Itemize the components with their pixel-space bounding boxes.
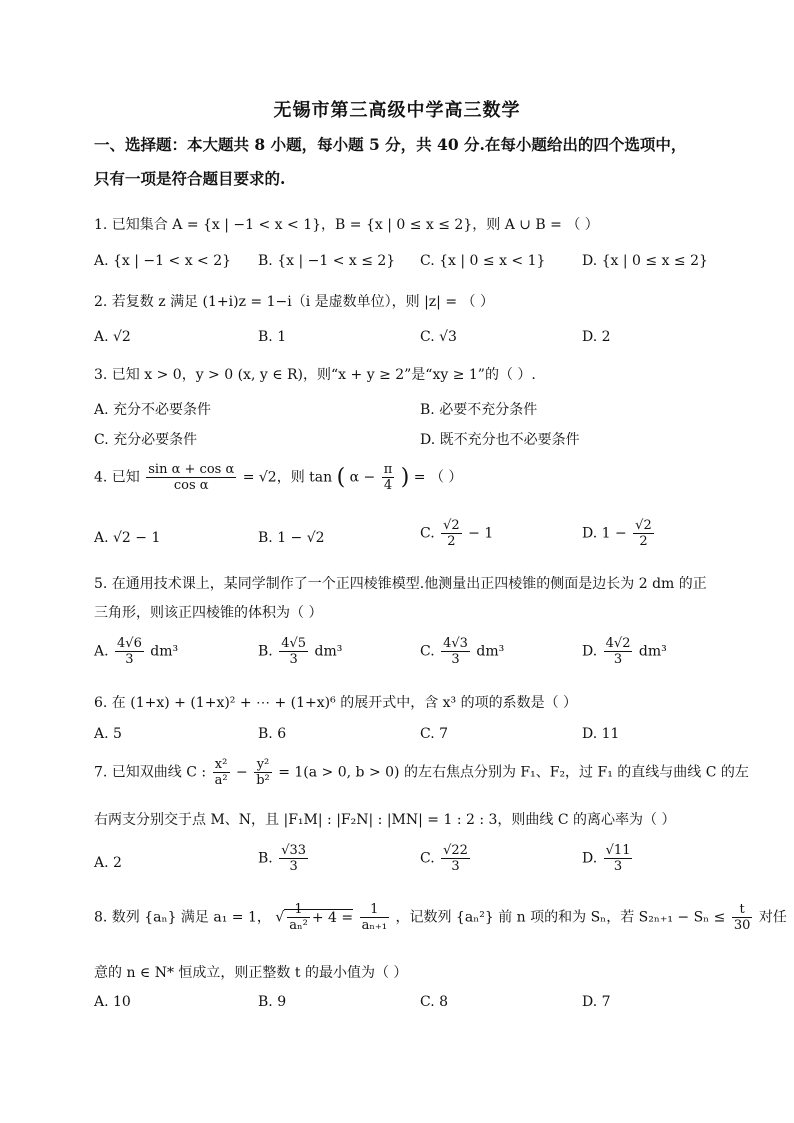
q7-option-d-numerator: √11 [605,843,631,858]
question-5-option-a[interactable] [94,636,178,667]
question-1-option-c[interactable]: C. {x | 0 ≤ x < 1} [420,253,546,269]
q7-option-d-denominator: 3 [613,859,623,874]
question-1-stem: 1. 已知集合 A = {x | −1 < x < 1}，B = {x | 0 ≤ x ≤ 2}，则 A ∪ B = （ ） [94,217,599,233]
question-8-option-a[interactable]: A. 10 [94,994,131,1010]
question-4-stem [94,462,704,493]
q5-option-d-fraction [604,636,633,667]
section-heading-line1: 一、选择题：本大题共 8 小题，每小题 5 分，共 40 分.在每小题给出的四个选项中， [94,135,687,154]
question-6-option-c[interactable]: C. 7 [420,726,449,742]
q7-option-b-numerator: √33 [281,843,307,858]
q5-option-c-unit: dm³ [476,643,505,660]
q5-option-b-denominator: 3 [289,652,298,667]
question-3-option-b[interactable]: B. 必要不充分条件 [420,402,538,418]
question-6-option-b[interactable]: B. 6 [258,726,287,742]
question-6-stem: 6. 在 (1+x) + (1+x)² + ⋯ + (1+x)⁶ 的展开式中，含 x³ 的项的系数是（ ） [94,695,578,711]
question-3-option-d[interactable]: D. 既不充分也不必要条件 [420,432,580,448]
question-8-stem-line1 [94,902,787,933]
q7-minus: − [236,764,248,781]
q4-fraction-denominator: cos α [173,478,209,493]
q8-rhs-fraction [360,902,389,933]
question-2-option-d[interactable]: D. 2 [582,329,611,345]
section-heading-line2: 只有一项是符合题目要求的. [94,169,286,188]
q8-t-numerator: t [732,902,753,918]
q4-left-paren: ( [336,465,346,490]
question-7-option-d[interactable] [582,843,634,874]
question-6-option-d[interactable]: D. 11 [582,726,620,742]
q7-x-numerator: x² [213,757,230,773]
q4-stem-suffix: = （ ） [413,469,463,486]
q7-option-c-fraction [441,843,470,874]
q4-pi-numerator: π [383,462,393,477]
q7-y-numerator: y² [254,757,272,773]
q4-option-d-denominator: 2 [639,534,648,549]
q4-option-c-numerator: √2 [443,518,460,533]
q5-option-d-label: D. [582,643,598,660]
q8-stem-prefix: 8. 数列 {aₙ} 满足 a₁ = 1， [94,909,271,926]
q5-option-c-numerator: 4√3 [443,636,468,651]
q4-right-paren: ) [400,465,410,490]
q8-stem-middle: ，记数列 {aₙ²} 前 n 项的和为 Sₙ，若 S₂ₙ₊₁ − Sₙ ≤ [395,909,726,926]
q8-radicand [284,902,354,933]
question-4-option-d[interactable] [582,518,656,549]
q4-stem-middle: = √2，则 tan [242,469,333,486]
question-1-option-d[interactable]: D. {x | 0 ≤ x ≤ 2} [582,253,708,269]
q5-option-c-label: C. [420,643,435,660]
q5-option-a-fraction [115,636,144,667]
q8-stem-suffix: 对任 [758,909,787,926]
question-2-stem: 2. 若复数 z 满足 (1+i)z = 1−i（i 是虚数单位），则 |z| = （ ） [94,294,494,310]
q4-option-d-label: D. 1 − [582,525,627,542]
q7-x-fraction [213,757,230,788]
q5-option-c-fraction [441,636,470,667]
q7-option-b-fraction [279,843,308,874]
question-8-option-c[interactable]: C. 8 [420,994,449,1010]
question-7-option-c[interactable] [420,843,472,874]
q5-option-a-numerator: 4√6 [117,636,142,651]
q7-y-denominator: b² [256,773,270,788]
q5-option-b-numerator: 4√5 [281,636,307,651]
page-title: 无锡市第三高级中学高三数学 [273,100,521,121]
q5-option-a-label: A. [94,643,109,660]
q4-stem-prefix: 4. 已知 [94,469,140,486]
question-1-option-b[interactable]: B. {x | −1 < x ≤ 2} [258,253,396,269]
q5-option-a-unit: dm³ [150,643,179,660]
question-2-option-b[interactable]: B. 1 [258,329,287,345]
q4-option-c-suffix: − 1 [468,525,494,542]
question-8-stem-line2: 意的 n ∈ N* 恒成立，则正整数 t 的最小值为（ ） [94,965,408,981]
q8-rhs-numerator: 1 [360,902,389,918]
question-7-option-b[interactable] [258,843,310,874]
q5-option-b-unit: dm³ [314,643,343,660]
question-4-option-a[interactable]: A. √2 − 1 [94,530,161,546]
q4-option-d-fraction [633,518,654,549]
q7-y-fraction [254,757,272,788]
q5-option-c-denominator: 3 [451,652,460,667]
q4-pi-denominator: 4 [383,478,393,493]
question-1-option-a[interactable]: A. {x | −1 < x < 2} [94,253,232,269]
q5-option-a-denominator: 3 [125,652,134,667]
question-5-stem-line1: 5. 在通用技术课上，某同学制作了一个正四棱锥模型.他测量出正四棱锥的侧面是边长为 2 dm 的正 [94,576,707,592]
question-2-option-a[interactable]: A. √2 [94,329,131,345]
question-3-stem: 3. 已知 x > 0，y > 0 (x, y ∈ R)，则“x + y ≥ 2”是“xy ≥ 1”的（ ）. [94,367,536,383]
q8-t-denominator: 30 [733,918,751,933]
q7-option-c-denominator: 3 [451,859,460,874]
question-4-option-c[interactable] [420,518,493,549]
question-7-stem-line1 [94,757,749,788]
q4-fraction-numerator: sin α + cos α [148,462,235,477]
question-8-option-b[interactable]: B. 9 [258,994,287,1010]
question-5-option-c[interactable] [420,636,504,667]
q8-radical-sign: √ [275,909,285,926]
question-3-option-c[interactable]: C. 充分必要条件 [94,432,198,448]
q8-t-fraction [732,902,753,933]
q4-option-c-fraction [441,518,462,549]
question-4-option-b[interactable]: B. 1 − √2 [258,530,325,546]
q4-option-d-numerator: √2 [635,518,652,533]
q8-rhs-denominator: aₙ₊₁ [361,918,388,933]
question-7-stem-line2: 右两支分别交于点 M、N，且 |F₁M| : |F₂N| : |MN| = 1 : 2 : 3，则曲线 C 的离心率为（ ） [94,812,676,828]
q7-x-denominator: a² [214,773,228,788]
question-2-option-c[interactable]: C. √3 [420,329,457,345]
q5-option-d-numerator: 4√2 [605,636,631,651]
q7-option-b-denominator: 3 [289,859,298,874]
q7-stem-prefix: 7. 已知双曲线 C : [94,764,207,781]
q8-root-denominator: aₙ² [289,918,308,933]
q5-option-b-label: B. [258,643,273,660]
q8-root-numerator: 1 [287,902,310,918]
q4-option-c-label: C. [420,525,435,542]
q4-option-c-denominator: 2 [447,534,456,549]
question-7-option-a[interactable]: A. 2 [94,855,122,871]
question-6-option-a[interactable]: A. 5 [94,726,122,742]
q7-stem-suffix: = 1(a > 0, b > 0) 的左右焦点分别为 F₁、F₂，过 F₁ 的直线与曲线 C 的左 [278,764,749,781]
q5-option-d-unit: dm³ [638,643,667,660]
question-5-option-b[interactable] [258,636,342,667]
q5-option-b-fraction [279,636,308,667]
q7-option-d-fraction [604,843,633,874]
question-8-option-d[interactable]: D. 7 [582,994,611,1010]
q5-option-d-denominator: 3 [613,652,623,667]
q7-option-d-label: D. [582,850,598,867]
q4-paren-expr: α − [349,469,376,486]
q7-option-b-label: B. [258,850,273,867]
question-5-stem-line2: 三角形，则该正四棱锥的体积为（ ） [94,605,323,621]
q7-option-c-label: C. [420,850,435,867]
q4-pi-fraction [382,462,395,493]
q8-root-add: + 4 = [311,909,354,926]
question-3-option-a[interactable]: A. 充分不必要条件 [94,402,212,418]
q8-root-fraction [287,902,310,933]
question-5-option-d[interactable] [582,636,667,667]
q7-option-c-numerator: √22 [443,843,468,858]
q4-fraction [146,462,236,493]
